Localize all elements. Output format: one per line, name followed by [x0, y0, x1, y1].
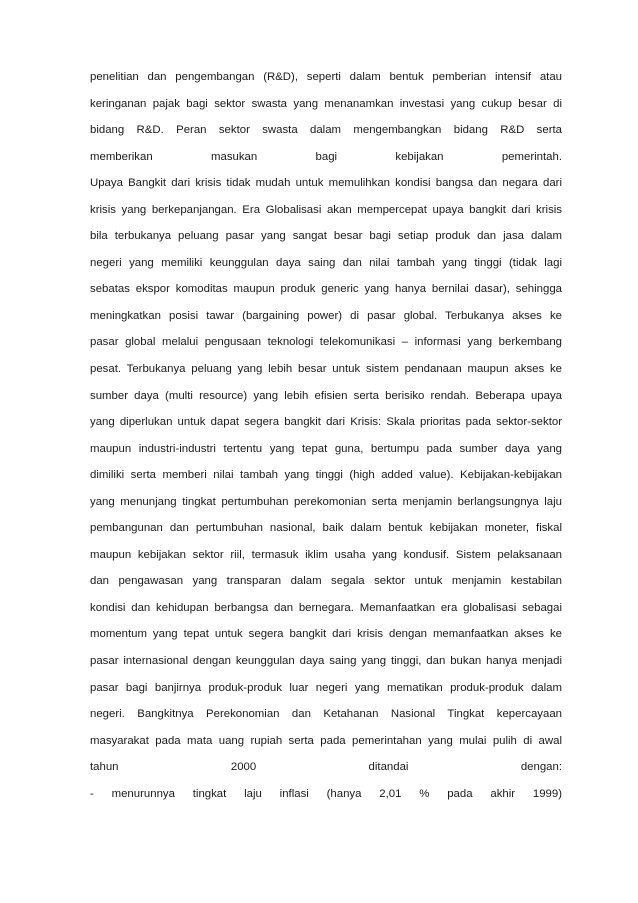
body-text [90, 64, 562, 807]
text-line: penelitian dan pengembangan (R&D), seperti dalam bentuk pemberian intensif atau [90, 71, 562, 83]
text-line: Upaya Bangkit dari krisis tidak mudah untuk memulihkan kondisi bangsa dan negara dari [90, 177, 562, 190]
text-line: keringanan pajak bagi sektor swasta yang menanamkan investasi yang cukup besar di [90, 97, 562, 110]
text-line: negeri. Bangkitnya Perekonomian dan Ketahanan Nasional Tingkat kepercayaan [90, 708, 562, 721]
text-line: pembangunan dan pertumbuhan nasional, baik dalam bentuk kebijakan moneter, fiskal [90, 522, 562, 535]
text-line: dimiliki serta memberi nilai tambah yang tinggi (high added value). Kebijakan-kebijakan [90, 469, 562, 482]
text-line: negeri yang memiliki keunggulan daya saing dan nilai tambah yang tinggi (tidak lagi [90, 256, 562, 269]
text-line: - menurunnya tingkat laju inflasi (hanya 2,01 % pada akhir 1999) [90, 787, 562, 800]
text-line: memberikan masukan bagi kebijakan pemerintah. [90, 150, 562, 163]
text-line: bidang R&D. Peran sektor swasta dalam mengembangkan bidang R&D serta [90, 124, 562, 137]
text-line: maupun industri-industri tertentu yang tepat guna, bertumpu pada sumber daya yang [90, 442, 562, 455]
text-line: sumber daya (multi resource) yang lebih efisien serta berisiko rendah. Beberapa upaya [90, 389, 562, 402]
text-line: yang menunjang tingkat pertumbuhan perekomonian serta menjamin berlangsungnya laju [90, 495, 562, 508]
text-line: krisis yang berkepanjangan. Era Globalisasi akan mempercepat upaya bangkit dari krisis [90, 203, 562, 216]
text-line: bila terbukanya peluang pasar yang sangat besar bagi setiap produk dan jasa dalam [90, 230, 562, 243]
text-line: maupun kebijakan sektor riil, termasuk iklim usaha yang kondusif. Sistem pelaksanaan [90, 548, 562, 561]
text-line: yang diperlukan untuk dapat segera bangkit dari Krisis: Skala prioritas pada sektor-sektor [90, 416, 562, 429]
text-line: dan pengawasan yang transparan dalam segala sektor untuk menjamin kestabilan [90, 575, 562, 588]
text-line: pasar bagi banjirnya produk-produk luar negeri yang mematikan produk-produk dalam [90, 681, 562, 694]
text-line: masyarakat pada mata uang rupiah serta pada pemerintahan yang mulai pulih di awal [90, 734, 562, 747]
text-line: pasar internasional dengan keunggulan daya saing yang tinggi, dan bukan hanya menjadi [90, 655, 562, 668]
text-line: kondisi dan kehidupan berbangsa dan bernegara. Memanfaatkan era globalisasi sebagai [90, 601, 562, 614]
text-line: meningkatkan posisi tawar (bargaining power) di pasar global. Terbukanya akses ke [90, 309, 562, 322]
text-line: pesat. Terbukanya peluang yang lebih besar untuk sistem pendanaan maupun akses ke [90, 363, 562, 376]
text-line: sebatas ekspor komoditas maupun produk generic yang hanya bernilai dasar), sehingga [90, 283, 562, 296]
text-line: tahun 2000 ditandai dengan: [90, 761, 562, 774]
text-line: pasar global melalui pengusaan teknologi telekomunikasi – informasi yang berkembang [90, 336, 562, 349]
text-line: momentum yang tepat untuk segera bangkit dari krisis dengan memanfaatkan akses ke [90, 628, 562, 641]
